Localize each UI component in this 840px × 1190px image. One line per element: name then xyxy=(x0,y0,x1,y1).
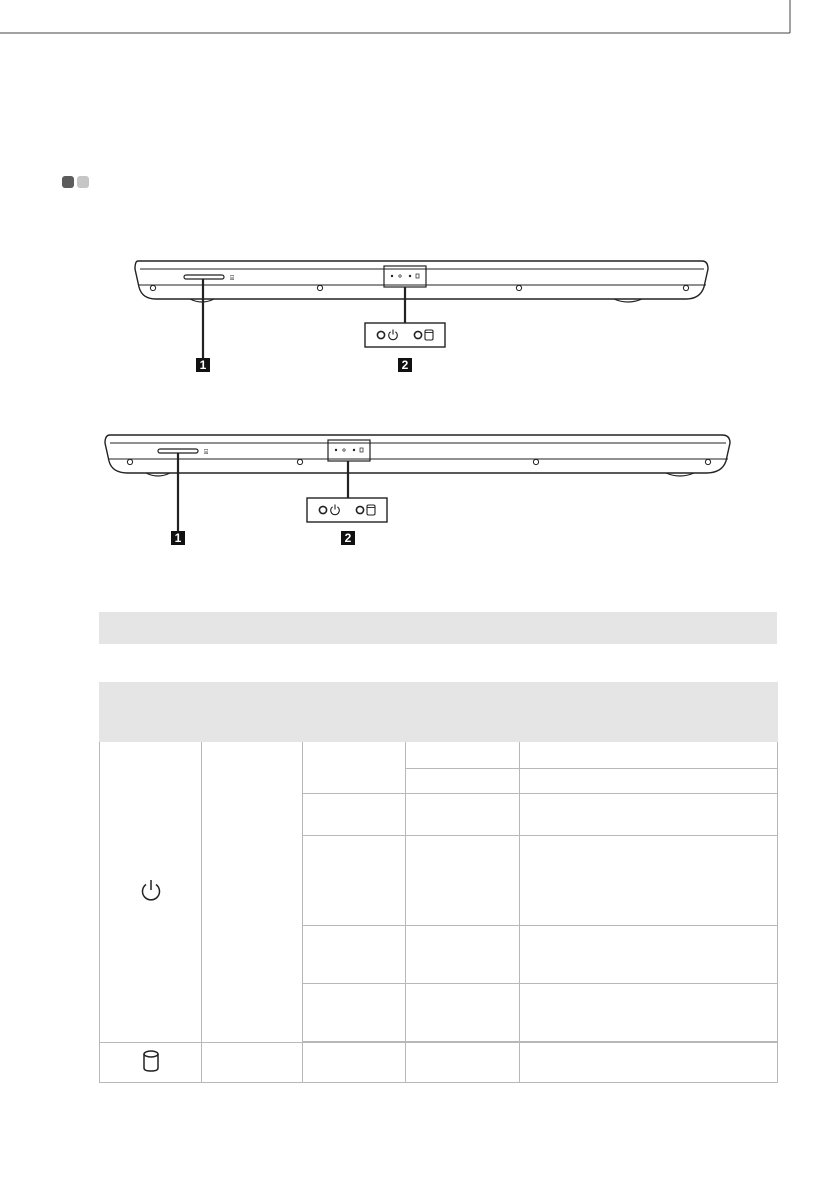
card-reader-icon: ⌸ xyxy=(204,449,209,456)
led-dot xyxy=(391,275,393,277)
indicator-icon-cell xyxy=(100,742,202,1043)
callout-2: 2 xyxy=(398,358,412,372)
section-marker xyxy=(62,176,89,188)
status-cell xyxy=(303,984,406,1042)
led-dot xyxy=(353,449,355,451)
laptop-front-body xyxy=(135,261,708,299)
note-bar xyxy=(99,612,777,644)
section-dot-light xyxy=(77,176,89,188)
page-top-rule xyxy=(0,0,840,40)
power-icon xyxy=(139,878,163,904)
meaning-cell xyxy=(406,836,520,926)
led-dot xyxy=(409,275,411,277)
description-cell xyxy=(520,794,778,836)
callout-2: 2 xyxy=(341,531,355,545)
description-cell xyxy=(520,769,778,794)
status-cell xyxy=(303,926,406,984)
hard-drive-icon xyxy=(142,1049,160,1073)
status-cell xyxy=(303,1043,406,1083)
card-reader-slot xyxy=(184,275,224,279)
indicator-icon-cell xyxy=(100,1043,202,1083)
status-cell xyxy=(303,794,406,836)
description-cell xyxy=(520,926,778,984)
table-header xyxy=(100,683,778,742)
description-cell xyxy=(520,836,778,926)
status-cell xyxy=(303,836,406,926)
meaning-cell xyxy=(406,769,520,794)
callout-1: 1 xyxy=(171,531,185,545)
description-cell xyxy=(520,742,778,769)
card-reader-icon: ⌸ xyxy=(230,275,235,282)
front-view-figure-1 xyxy=(130,255,720,385)
meaning-cell xyxy=(406,794,520,836)
indicator-name-cell xyxy=(202,1043,303,1083)
description-cell xyxy=(520,1043,778,1083)
meaning-cell xyxy=(406,984,520,1042)
section-dot-dark xyxy=(62,176,74,188)
status-cell xyxy=(303,742,406,794)
laptop-front-body xyxy=(105,435,730,473)
meaning-cell xyxy=(406,1043,520,1083)
description-cell xyxy=(520,984,778,1042)
meaning-cell xyxy=(406,926,520,984)
indicator-table xyxy=(99,682,778,1083)
front-view-figure-2 xyxy=(100,428,740,558)
card-reader-slot xyxy=(158,449,198,453)
callout-1: 1 xyxy=(196,358,210,372)
meaning-cell xyxy=(406,742,520,769)
indicator-name-cell xyxy=(202,742,303,1043)
led-dot xyxy=(335,449,337,451)
